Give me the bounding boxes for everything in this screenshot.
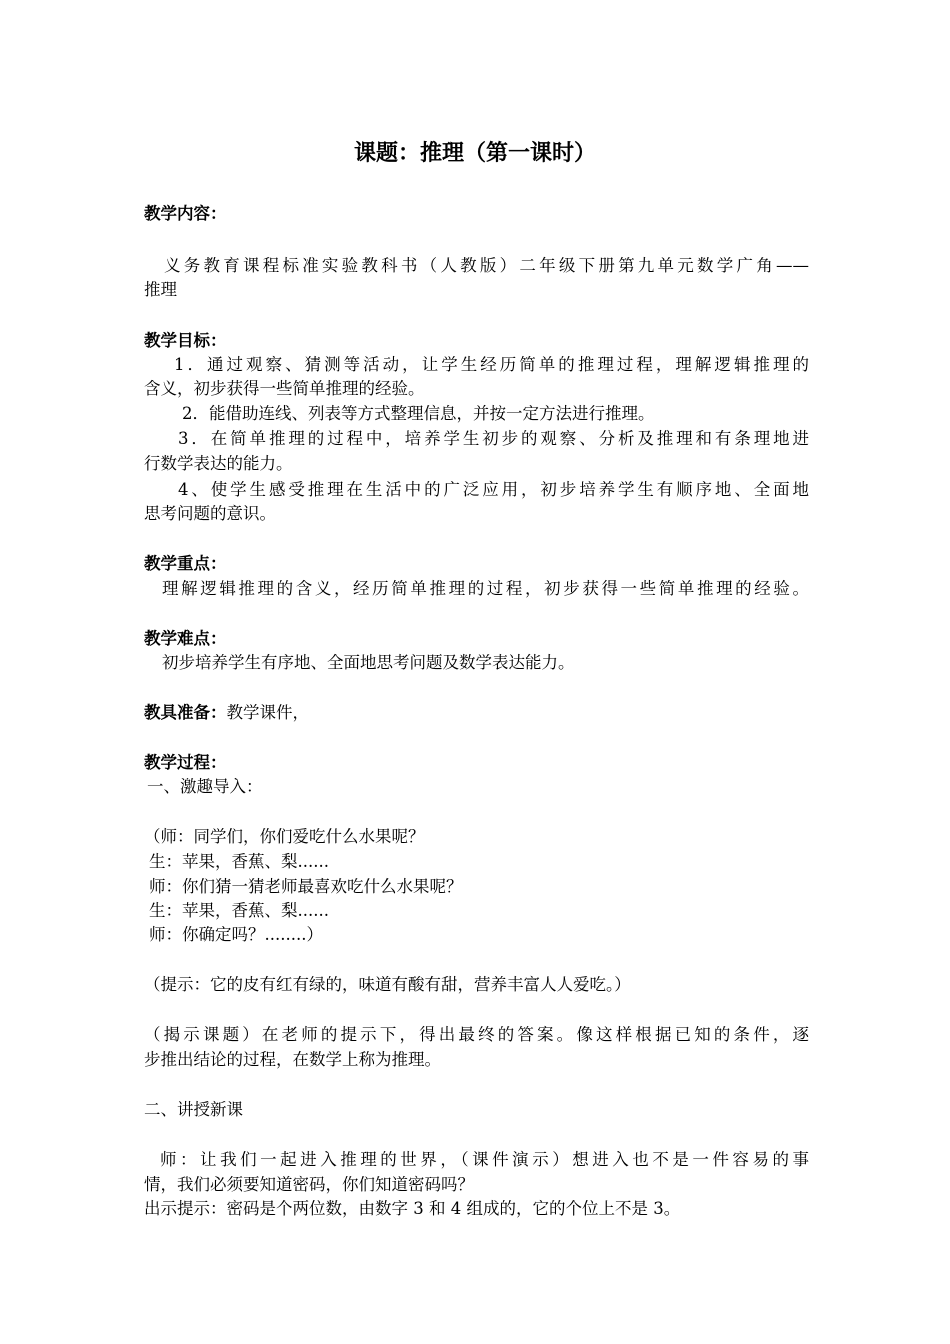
tools-heading: 教具准备： [144, 703, 227, 722]
goal-3-line-1: 3．在简单推理的过程中，培养学生初步的观察、分析及推理和有条理地进 [178, 429, 809, 448]
dialog-line-5: 师：你确定吗？........） [149, 925, 323, 944]
key-heading: 教学重点： [144, 554, 227, 573]
reveal-line-2: 步推出结论的过程，在数学上称为推理。 [144, 1050, 441, 1069]
goals-heading: 教学目标： [144, 331, 227, 350]
content-line-1: 义务教育课程标准实验教科书（人教版）二年级下册第九单元数学广角—— [164, 256, 809, 275]
content-line-2: 推理 [144, 280, 177, 299]
content-heading: 教学内容： [144, 204, 227, 223]
dialog-line-4: 生：苹果，香蕉、梨...... [149, 901, 329, 920]
goal-4-line-2: 思考问题的意识。 [144, 504, 276, 523]
hint-text: （提示：它的皮有红有绿的，味道有酸有甜，营养丰富人人爱吃。） [144, 975, 631, 994]
tools-line [144, 700, 809, 726]
goal-4-line-1: 4、使学生感受推理在生活中的广泛应用，初步培养学生有顺序地、全面地 [178, 480, 809, 499]
step-1: 一、激趣导入： [147, 777, 263, 796]
page-title: 课题：推理（第一课时） [353, 141, 596, 166]
dialog-line-1: （师：同学们，你们爱吃什么水果呢？ [144, 827, 425, 846]
process-heading: 教学过程： [144, 753, 227, 772]
reveal-line-1: （揭示课题）在老师的提示下，得出最终的答案。像这样根据已知的条件，逐 [144, 1025, 809, 1044]
goal-1-line-2: 含义，初步获得一些简单推理的经验。 [144, 379, 425, 398]
key-text: 理解逻辑推理的含义，经历简单推理的过程，初步获得一些简单推理的经验。 [162, 579, 809, 598]
teach-line-1: 师：让我们一起进入推理的世界，（课件演示）想进入也不是一件容易的事 [160, 1150, 809, 1169]
teach-line-2: 情，我们必须要知道密码，你们知道密码吗？ [144, 1175, 474, 1194]
step-2: 二、讲授新课 [144, 1100, 243, 1119]
goal-3-line-2: 行数学表达的能力。 [144, 454, 293, 473]
tools-text: 教学课件， [226, 703, 309, 722]
dialog-line-2: 生：苹果，香蕉、梨...... [149, 852, 329, 871]
difficulty-text: 初步培养学生有序地、全面地思考问题及数学表达能力。 [162, 653, 575, 672]
dialog-line-3: 师：你们猜一猜老师最喜欢吃什么水果呢？ [149, 877, 463, 896]
difficulty-heading: 教学难点： [144, 629, 227, 648]
goal-2: 2．能借助连线、列表等方式整理信息，并按一定方法进行推理。 [182, 404, 655, 423]
goal-1-line-1: 1．通过观察、猜测等活动，让学生经历简单的推理过程，理解逻辑推理的 [174, 355, 809, 374]
clue-text: 出示提示：密码是个两位数，由数字 3 和 4 组成的，它的个位上不是 3。 [144, 1199, 681, 1218]
